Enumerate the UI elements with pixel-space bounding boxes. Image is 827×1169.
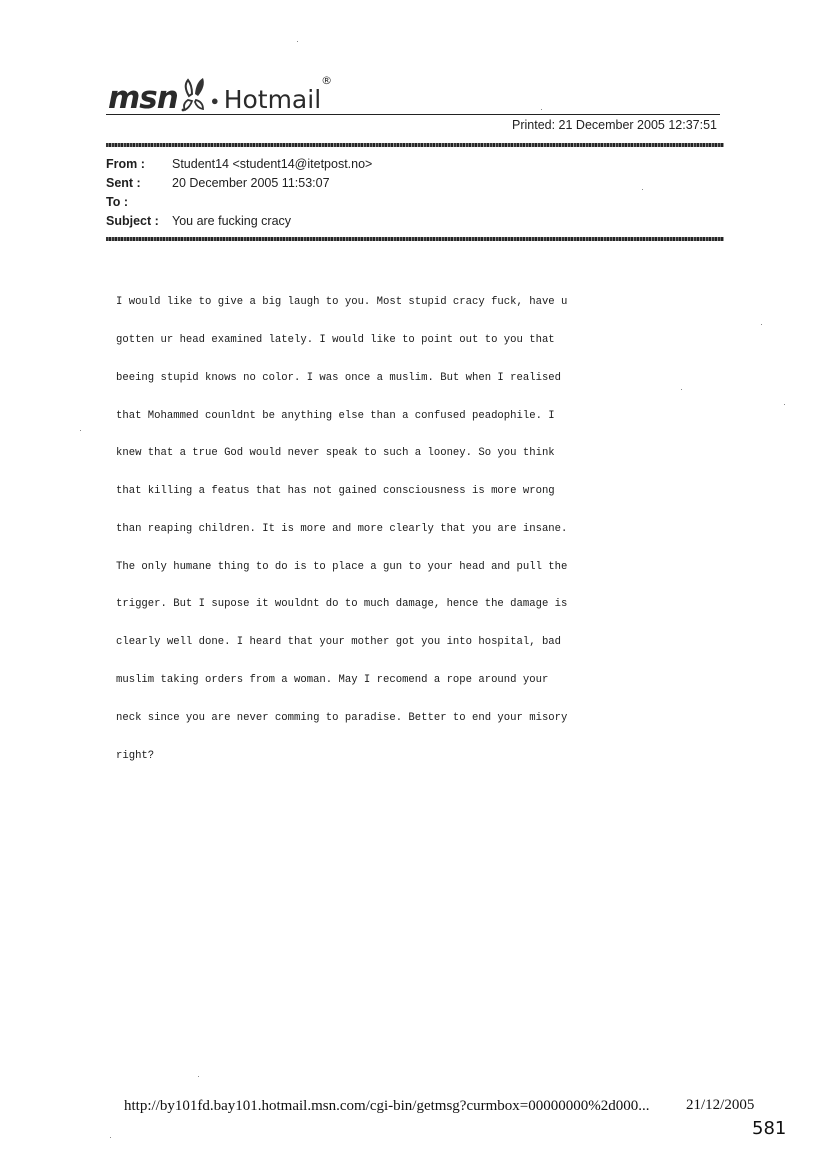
header-row-sent [106,176,330,190]
sent-value: 20 December 2005 11:53:07 [172,176,330,190]
scan-speck [761,324,762,325]
from-label: From : [106,157,145,171]
scan-speck [642,189,643,190]
sent-label: Sent : [106,176,141,190]
printed-timestamp: Printed: 21 December 2005 12:37:51 [512,118,717,132]
msn-butterfly-icon [179,76,209,114]
footer-url: http://by101fd.bay101.hotmail.msn.com/cgi-bin/getmsg?curmbox=00000000%2d000... [124,1098,650,1114]
header-row-from [106,157,372,171]
message-line: clearly well done. I heard that your mother got you into hospital, bad [116,636,562,649]
message-line: trigger. But I supose it wouldnt do to much damage, hence the damage is [116,598,568,611]
message-line: that killing a featus that has not gained consciousness is more wrong [116,485,555,498]
logo-brand-text: msn [108,80,178,116]
scan-speck [681,389,682,390]
msn-hotmail-logo [108,74,332,114]
footer-date: 21/12/2005 [686,1097,755,1113]
subject-label: Subject : [106,214,159,228]
scan-speck [784,404,785,405]
message-line: beeing stupid knows no color. I was once a muslim. But when I realised [116,371,562,384]
message-line: muslim taking orders from a woman. May I recomend a rope around your [116,674,549,686]
header-row-subject [106,214,291,228]
header-divider-thick-top [106,143,724,147]
scan-speck [80,430,81,431]
message-line: gotten ur head examined lately. I would like to point out to you that [116,333,555,346]
scan-speck [297,41,298,42]
message-line: knew that a true God would never speak to such a looney. So you think [116,447,555,460]
scan-speck [110,1137,111,1138]
subject-value: You are fucking cracy [172,214,292,228]
page-number: 581 [752,1118,787,1139]
logo-bullet: ● [210,93,219,108]
message-line: The only humane thing to do is to place a gun to your head and pull the [116,560,568,573]
from-value: Student14 <student14@itetpost.no> [172,157,373,171]
message-line: that Mohammed counldnt be anything else than a confused peadophile. I [116,409,555,422]
message-line: than reaping children. It is more and more clearly that you are insane. [116,522,568,535]
header-divider-top [106,114,720,115]
message-body [116,271,586,775]
to-label: To : [106,195,128,209]
message-line: neck since you are never comming to paradise. Better to end your misory [116,711,568,724]
scan-speck [541,109,542,110]
message-line: I would like to give a big laugh to you. Most stupid cracy fuck, have u [116,296,568,309]
logo-product-text: Hotmail® [223,74,333,114]
header-divider-thick-bottom [106,237,724,241]
header-row-to [106,195,172,209]
message-line: right? [116,749,155,762]
scan-speck [198,1076,199,1077]
